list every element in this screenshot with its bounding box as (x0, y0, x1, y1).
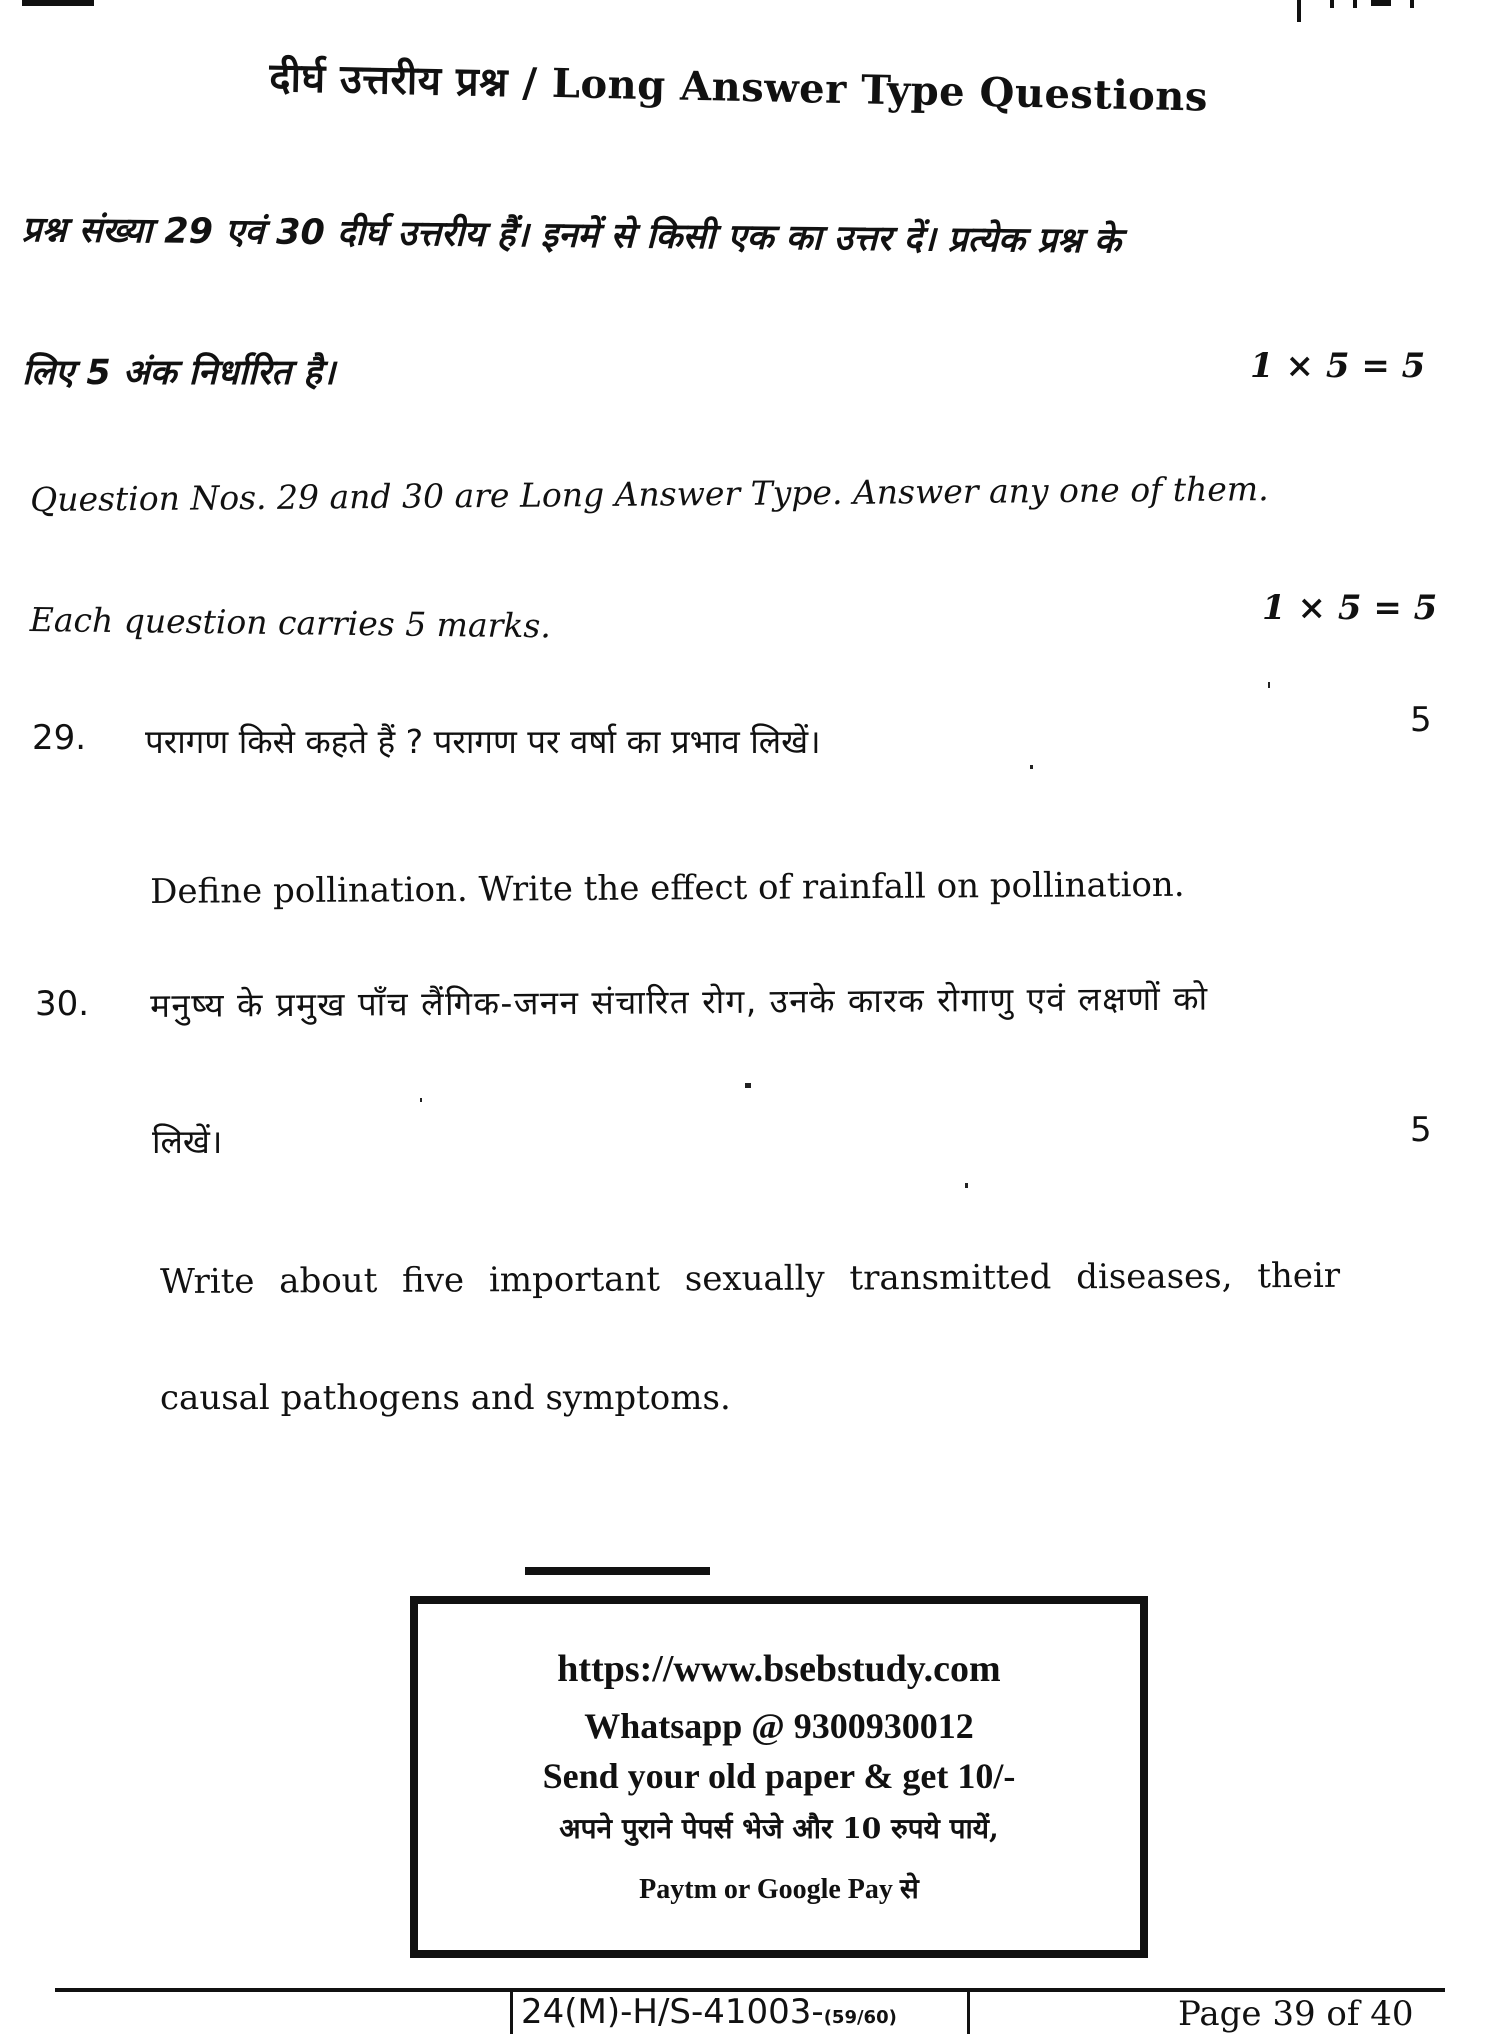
question-30-marks: 5 (1410, 1110, 1432, 1150)
paper-code-text: 24(M)-H/S-41003- (521, 1992, 824, 2032)
corner-mark-right (1297, 0, 1467, 22)
paper-code-suffix: (59/60) (823, 2007, 897, 2028)
promo-box (410, 1596, 1148, 1958)
scan-speck (965, 1183, 968, 1188)
question-29-marks: 5 (1410, 700, 1432, 740)
question-29-english: Define pollination. Write the effect of rainfall on pollination. (150, 864, 1185, 912)
scan-speck (420, 1098, 422, 1102)
instruction-hindi-line1: प्रश्न संख्या 29 एवं 30 दीर्घ उत्तरीय हैं। इनमें से किसी एक का उत्तर दें। प्रत्येक प्रश्न के (21, 209, 1122, 262)
question-30-hindi-line1: मनुष्य के प्रमुख पाँच लैंगिक-जनन संचारित रोग, उनके कारक रोगाणु एवं लक्षणों को (150, 978, 1209, 1025)
promo-offer-english: Send your old paper & get 10/- (542, 1756, 1016, 1796)
instruction-english-line1: Question Nos. 29 and 30 are Long Answer Type. Answer any one of them. (30, 469, 1269, 519)
question-30-hindi-line2: लिखें। (152, 1122, 223, 1161)
question-30-number: 30. (35, 984, 90, 1024)
question-30-english-line2: causal pathogens and symptoms. (160, 1378, 731, 1418)
section-separator (525, 1567, 710, 1575)
question-29-number: 29. (32, 718, 87, 758)
section-title-hindi: दीर्घ उत्तरीय प्रश्न (268, 53, 509, 106)
promo-payment: Paytm or Google Pay से (639, 1874, 919, 1905)
promo-offer-hindi: अपने पुराने पेपर्स भेजे और 10 रुपये पायें, (559, 1812, 999, 1845)
question-30-english-line1: Write about five important sexually transmitted diseases, their (160, 1255, 1341, 1302)
section-title-separator: / (507, 58, 553, 107)
promo-url[interactable]: https://www.bsebstudy.com (557, 1648, 1001, 1690)
instruction-english-line2: Each question carries 5 marks. (29, 600, 552, 646)
corner-mark-left (22, 0, 94, 6)
scan-speck (745, 1083, 751, 1088)
section-title-english: Long Answer Type Questions (551, 59, 1209, 121)
paper-code (510, 1990, 970, 2034)
instruction-hindi-line2: लिए 5 अंक निर्धारित है। (22, 353, 336, 393)
instruction-english-marks: 1 × 5 = 5 (1262, 588, 1438, 628)
scan-speck (1268, 682, 1270, 688)
page-number: Page 39 of 40 (1178, 1994, 1414, 2034)
section-title (269, 48, 1209, 123)
promo-whatsapp: Whatsapp @ 9300930012 (584, 1706, 974, 1746)
scan-speck (1030, 765, 1033, 769)
question-29-hindi: परागण किसे कहते हैं ? परागण पर वर्षा का प्रभाव लिखें। (145, 722, 821, 761)
instruction-hindi-marks: 1 × 5 = 5 (1250, 346, 1426, 386)
